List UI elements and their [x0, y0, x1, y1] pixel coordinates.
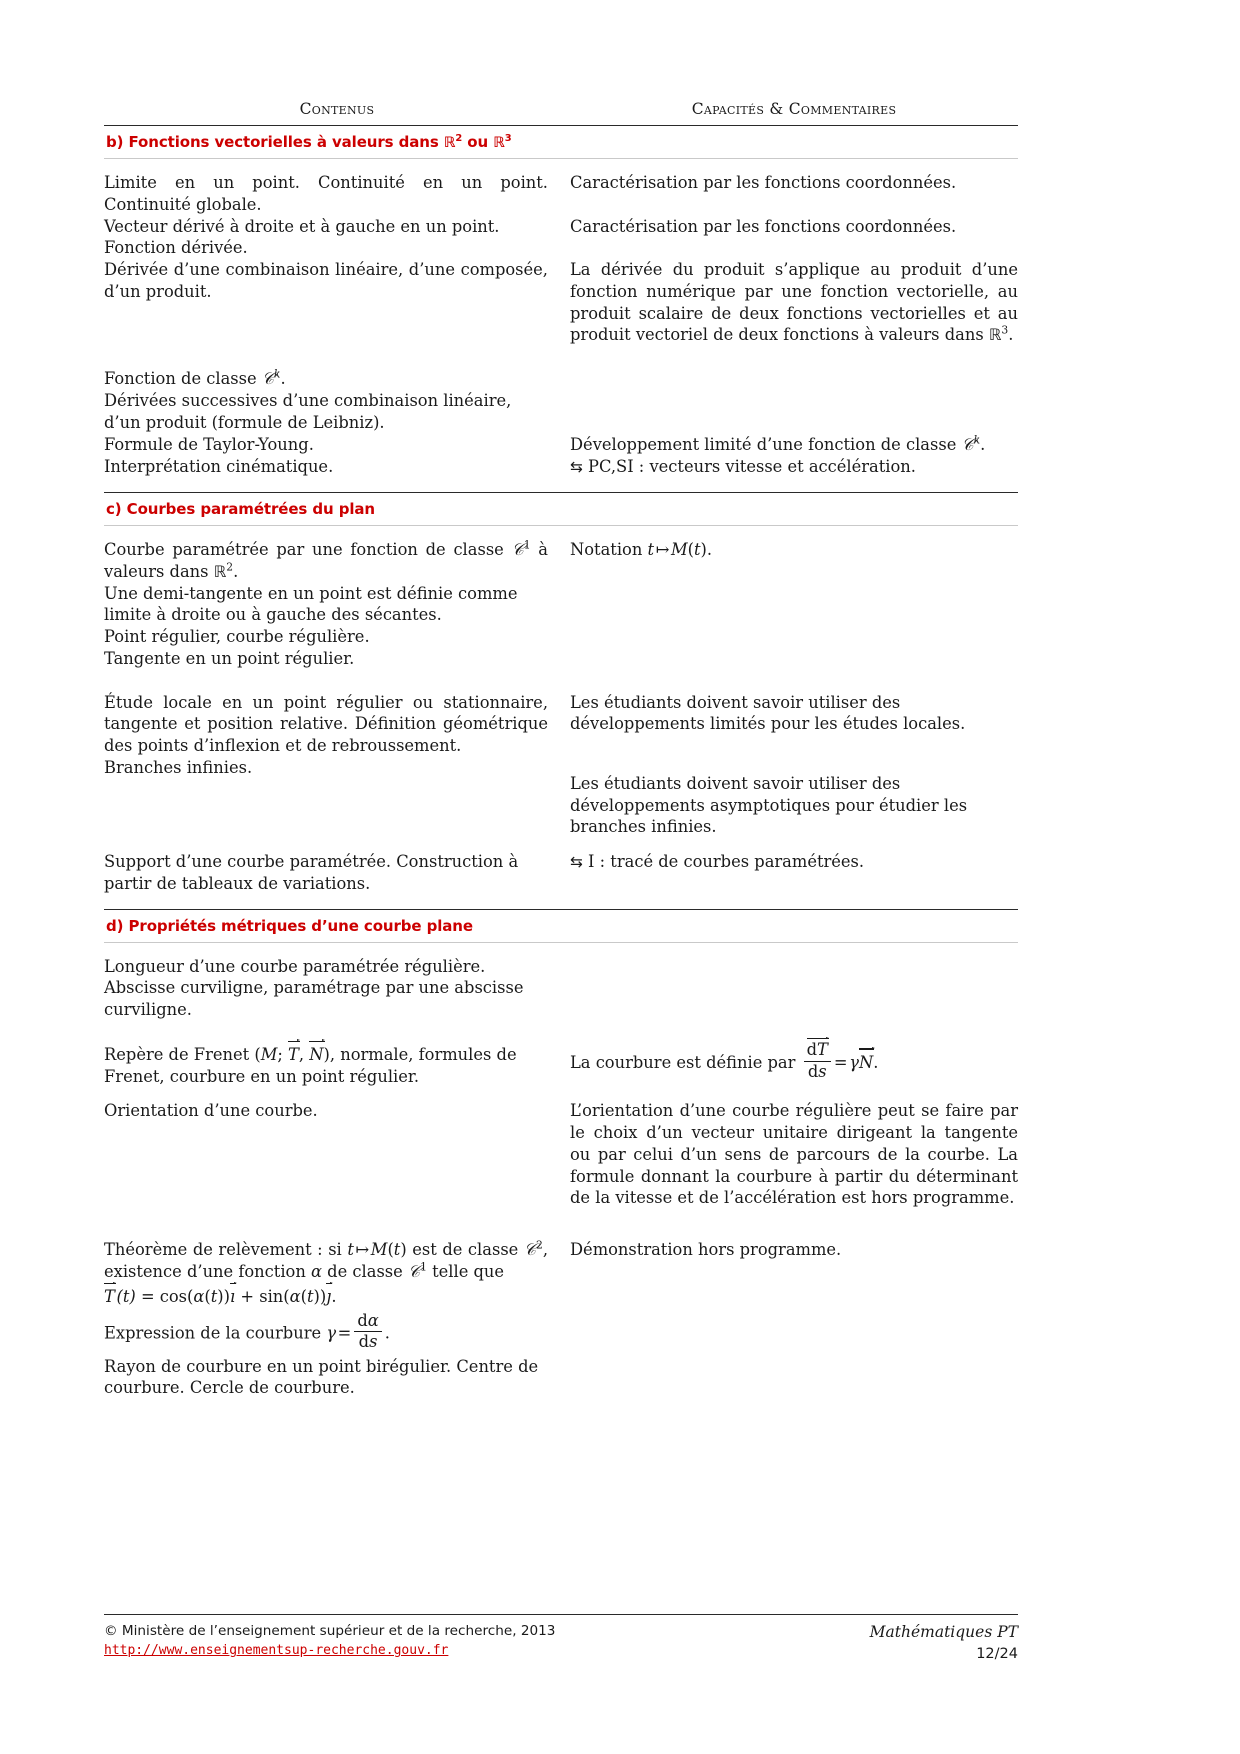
contenus-cell: [104, 692, 570, 757]
section-b-text-mid: ou: [462, 133, 494, 151]
right-exp: 3: [1001, 323, 1009, 337]
row-right-text: [570, 539, 1018, 561]
capacites-cell: [570, 539, 1018, 561]
section-c-rows: [104, 526, 1018, 895]
blackboard-R-icon: ℝ: [213, 561, 227, 581]
row-right-text: [570, 1040, 1018, 1084]
row-right-text: L’orientation d’une courbe régulière peut se faire par le choix d’un vecteur unitaire dirigeant la tangente ou par celui d’un sens de parcours de la courbe. La formule donnant la courbure à partir du déterminant de la vitesse et de l’accélération est hors programme.: [570, 1101, 1018, 1208]
cross-reference-icon: ⇆: [570, 853, 583, 872]
contenus-cell: [104, 368, 570, 434]
script-C-icon: 𝒞: [261, 369, 274, 388]
right-text-a: La courbure est définie par: [570, 1052, 801, 1072]
contenus-cell: [104, 583, 570, 670]
paren-open: (: [687, 539, 694, 559]
vector-N-icon: N: [309, 1043, 323, 1066]
row-right-text: Les étudiants doivent savoir utiliser des développements limités pour les études locales.: [570, 692, 966, 734]
row-left-text: Fonction dérivée.: [104, 238, 248, 258]
contenus-cell: [104, 757, 570, 779]
row-right-text: [570, 434, 1018, 456]
row-left-text: Limite en un point. Continuité en un point. Continuité globale.: [104, 173, 548, 214]
row-left-text: Une demi-tangente en un point est définie comme limite à droite ou à gauche des sécantes.: [104, 583, 518, 625]
gamma-symbol: γ: [326, 1323, 337, 1343]
var-t2: t: [694, 539, 701, 559]
section-b-text-prefix: b) Fonctions vectorielles à valeurs dans: [106, 133, 444, 151]
section-d-rows: [104, 943, 1018, 1400]
row-left-text: Rayon de courbure en un point birégulier. Centre de courbure. Cercle de courbure.: [104, 1356, 539, 1398]
row-left-text: Support d’une courbe paramétrée. Construction à partir de tableaux de variations.: [104, 852, 519, 893]
vector-i-icon: ı: [230, 1285, 235, 1308]
contenus-cell: [104, 216, 570, 260]
gamma-symbol: γ: [849, 1052, 859, 1072]
contenus-cell: [104, 1239, 570, 1399]
row-left-text: Longueur d’une courbe paramétrée régulière.: [104, 956, 486, 976]
table-row: [104, 956, 1018, 1021]
left-text-c: , existence d’une fonction: [104, 1240, 548, 1282]
section-title-d: d) Propriétés métriques d’une courbe plane: [106, 916, 473, 935]
capacites-cell: [570, 1100, 1018, 1209]
left-exp-2: 1: [420, 1260, 427, 1274]
program-table: [104, 100, 1018, 1399]
left-text-b: est de classe: [406, 1240, 524, 1260]
row-left-text: [104, 368, 548, 390]
blackboard-R-icon: ℝ: [988, 325, 1002, 345]
left-text-e: telle que: [426, 1262, 505, 1282]
capacites-cell: [570, 259, 1018, 346]
row-left-text: Étude locale en un point régulier ou stationnaire, tangente et position relative. Définition géométrique des points d’inflexion et de rebroussement.: [104, 692, 548, 756]
comma: ,: [298, 1044, 310, 1064]
footer-right: [870, 1623, 1018, 1662]
section-b-rows: [104, 159, 1018, 478]
script-C-icon: 𝒞: [523, 1240, 536, 1260]
vector-T-icon: T: [104, 1285, 115, 1308]
fraction-dalpha-ds: $\frac{d\alpha}{ds}$: [354, 1312, 381, 1352]
row-right-text: [570, 456, 1018, 478]
page-footer: [104, 1614, 1018, 1662]
table-row: [104, 1100, 1018, 1209]
blackboard-R-icon: ℝ: [443, 134, 456, 151]
row-left-text: Formule de Taylor-Young.: [104, 434, 314, 454]
row-right-text: Les étudiants doivent savoir utiliser des développements asymptotiques pour étudier les branches infinies.: [570, 773, 968, 837]
column-header-capacites: Capacités & Commentaires: [691, 100, 897, 118]
table-row: [104, 757, 1018, 838]
table-row: [104, 692, 1018, 757]
row-left-text: [104, 1239, 548, 1283]
left-text-a: Expression de la courbure: [104, 1323, 327, 1343]
row-right-text: Démonstration hors programme.: [570, 1240, 842, 1260]
contenus-cell: [104, 259, 570, 303]
row-left-text: Orientation d’une courbe.: [104, 1101, 318, 1121]
capacites-cell: [570, 456, 1018, 478]
right-exp: k: [973, 433, 981, 447]
script-C-icon: 𝒞: [407, 1262, 421, 1282]
cross-reference-icon: ⇆: [570, 457, 583, 476]
vector-T-icon: T: [288, 1043, 299, 1066]
capacites-cell: [570, 172, 1018, 194]
left-text-b: .: [280, 369, 286, 388]
left-text-c: .: [233, 561, 239, 581]
right-text-b: .: [706, 539, 713, 559]
right-text-a: La dérivée du produit s’applique au produit d’une fonction numérique par une fonction vectorielle, au produit scalaire de deux fonctions vectorielles et au produit vectoriel de deux fonctions à valeurs dans: [570, 260, 1018, 345]
table-row: [104, 434, 1018, 456]
table-row: [104, 1239, 1018, 1399]
var-M: M: [670, 539, 688, 559]
row-left-text: Point régulier, courbe régulière.: [104, 627, 370, 647]
row-left-text: Tangente en un point régulier.: [104, 648, 355, 668]
capacites-cell: [570, 216, 1018, 238]
footer-rule: [104, 1614, 1018, 1615]
right-text-a: Développement limité d’une fonction de classe: [570, 434, 962, 454]
row-left-text: Dérivée d’une combinaison linéaire, d’une composée, d’un produit.: [104, 260, 548, 301]
script-C-icon: 𝒞: [961, 434, 974, 454]
section-b-exp-2: 3: [504, 133, 512, 144]
capacites-cell: [570, 692, 1018, 736]
footer-left: [104, 1623, 555, 1658]
row-left-text: Interprétation cinématique.: [104, 456, 334, 476]
section-b-exp-1: 2: [455, 133, 463, 144]
row-right-text: [570, 259, 1018, 346]
table-row: [104, 851, 1018, 895]
copyright-text: © Ministère de l’enseignement supérieur et de la recherche, 2013: [104, 1623, 556, 1639]
capacites-cell: [570, 1040, 1018, 1084]
left-text-a: Fonction de classe: [104, 369, 262, 388]
var-t2: t: [393, 1240, 401, 1260]
section-title-c: c) Courbes paramétrées du plan: [106, 499, 375, 518]
contenus-cell: [104, 539, 570, 583]
left-exp: k: [273, 367, 281, 381]
vector-j-icon: ȷ: [326, 1285, 331, 1308]
var-M: M: [370, 1240, 388, 1260]
table-row: [104, 172, 1018, 216]
paren-close: ): [400, 1240, 407, 1260]
row-left-text: [104, 539, 548, 583]
var-t: t: [347, 1240, 354, 1260]
equals-sign: =: [337, 1323, 352, 1343]
row-left-text: Vecteur dérivé à droite et à gauche en un point.: [104, 216, 500, 236]
left-exp: 2: [535, 1238, 543, 1252]
paren-open: (: [387, 1240, 394, 1260]
right-text: PC,SI : vecteurs vitesse et accélération.: [588, 456, 916, 476]
left-text-d: de classe: [322, 1262, 408, 1282]
mapsto-icon: ↦: [355, 1240, 370, 1260]
courbure-expression: [104, 1310, 548, 1354]
table-row: [104, 583, 1018, 670]
row-left-text: Dérivées successives d’une combinaison linéaire, d’un produit (formule de Leibniz).: [104, 391, 512, 432]
fraction-dT-ds: $\frac{dT}{ds}$: [804, 1040, 831, 1081]
contenus-cell: [104, 851, 570, 895]
var-t: t: [647, 539, 655, 559]
row-left-text: Abscisse curviligne, paramétrage par une abscisse curviligne.: [104, 978, 524, 1020]
column-header-contenus: Contenus: [299, 100, 375, 118]
table-row: [104, 539, 1018, 583]
left-exp: 1: [523, 538, 531, 552]
page-number: 12/24: [976, 1646, 1018, 1662]
left-text-b: .: [384, 1323, 390, 1343]
document-title: Mathématiques PT: [869, 1623, 1018, 1641]
paren-close: ): [700, 539, 707, 559]
left-text-a: Repère de Frenet (: [104, 1044, 261, 1064]
row-left-text: Branches infinies.: [104, 757, 253, 777]
alpha-symbol: α: [311, 1262, 322, 1282]
row-right-text: [570, 851, 1018, 873]
row-right-text: Caractérisation par les fonctions coordonnées.: [570, 216, 957, 236]
table-row: [104, 368, 1018, 434]
contenus-cell: [104, 456, 570, 478]
script-C-icon: 𝒞: [511, 539, 524, 559]
right-text-b: .: [1008, 325, 1014, 345]
table-row: [104, 456, 1018, 478]
left-text-a: Théorème de relèvement : si: [104, 1240, 348, 1260]
var-M: M: [260, 1044, 278, 1064]
table-column-headers: [104, 100, 1018, 125]
table-row: [104, 216, 1018, 260]
contenus-cell: [104, 172, 570, 216]
blackboard-R-icon: ℝ: [493, 134, 505, 151]
left-exp-2: 2: [226, 560, 234, 574]
right-text-b: .: [873, 1052, 879, 1072]
capacites-cell: [570, 851, 1018, 873]
table-row: [104, 1040, 1018, 1088]
right-text-b: .: [980, 434, 986, 454]
capacites-cell: [570, 1239, 1018, 1261]
vector-N-icon: N: [859, 1051, 873, 1074]
left-text-b: ), normale, formules de Frenet, courbure en un point régulier.: [104, 1044, 517, 1086]
left-text-b: à valeurs dans: [104, 539, 548, 581]
semicolon: ;: [277, 1044, 289, 1064]
capacites-cell: [570, 434, 1018, 456]
relevement-formula: T (t) = cos(α(t)) ı + sin(α(t)) ȷ.: [104, 1285, 548, 1308]
right-text: I : tracé de courbes paramétrées.: [588, 852, 865, 872]
contenus-cell: [104, 1100, 570, 1122]
row-left-text: [104, 1043, 548, 1088]
contenus-cell: [104, 1043, 570, 1088]
contenus-cell: [104, 956, 570, 1021]
left-text-a: Courbe paramétrée par une fonction de classe: [104, 539, 512, 559]
equals-sign: =: [833, 1052, 848, 1072]
row-right-text: Caractérisation par les fonctions coordonnées.: [570, 173, 957, 192]
table-row: [104, 259, 1018, 346]
vector-dT-icon: dT: [807, 1040, 828, 1059]
capacites-cell: [570, 757, 1018, 838]
right-text-a: Notation: [570, 539, 648, 559]
contenus-cell: [104, 434, 570, 456]
ministry-url-link[interactable]: http://www.enseignementsup-recherche.gouv.fr: [104, 1643, 449, 1658]
mapsto-icon: ↦: [655, 539, 670, 559]
section-title-b: [104, 126, 1018, 158]
